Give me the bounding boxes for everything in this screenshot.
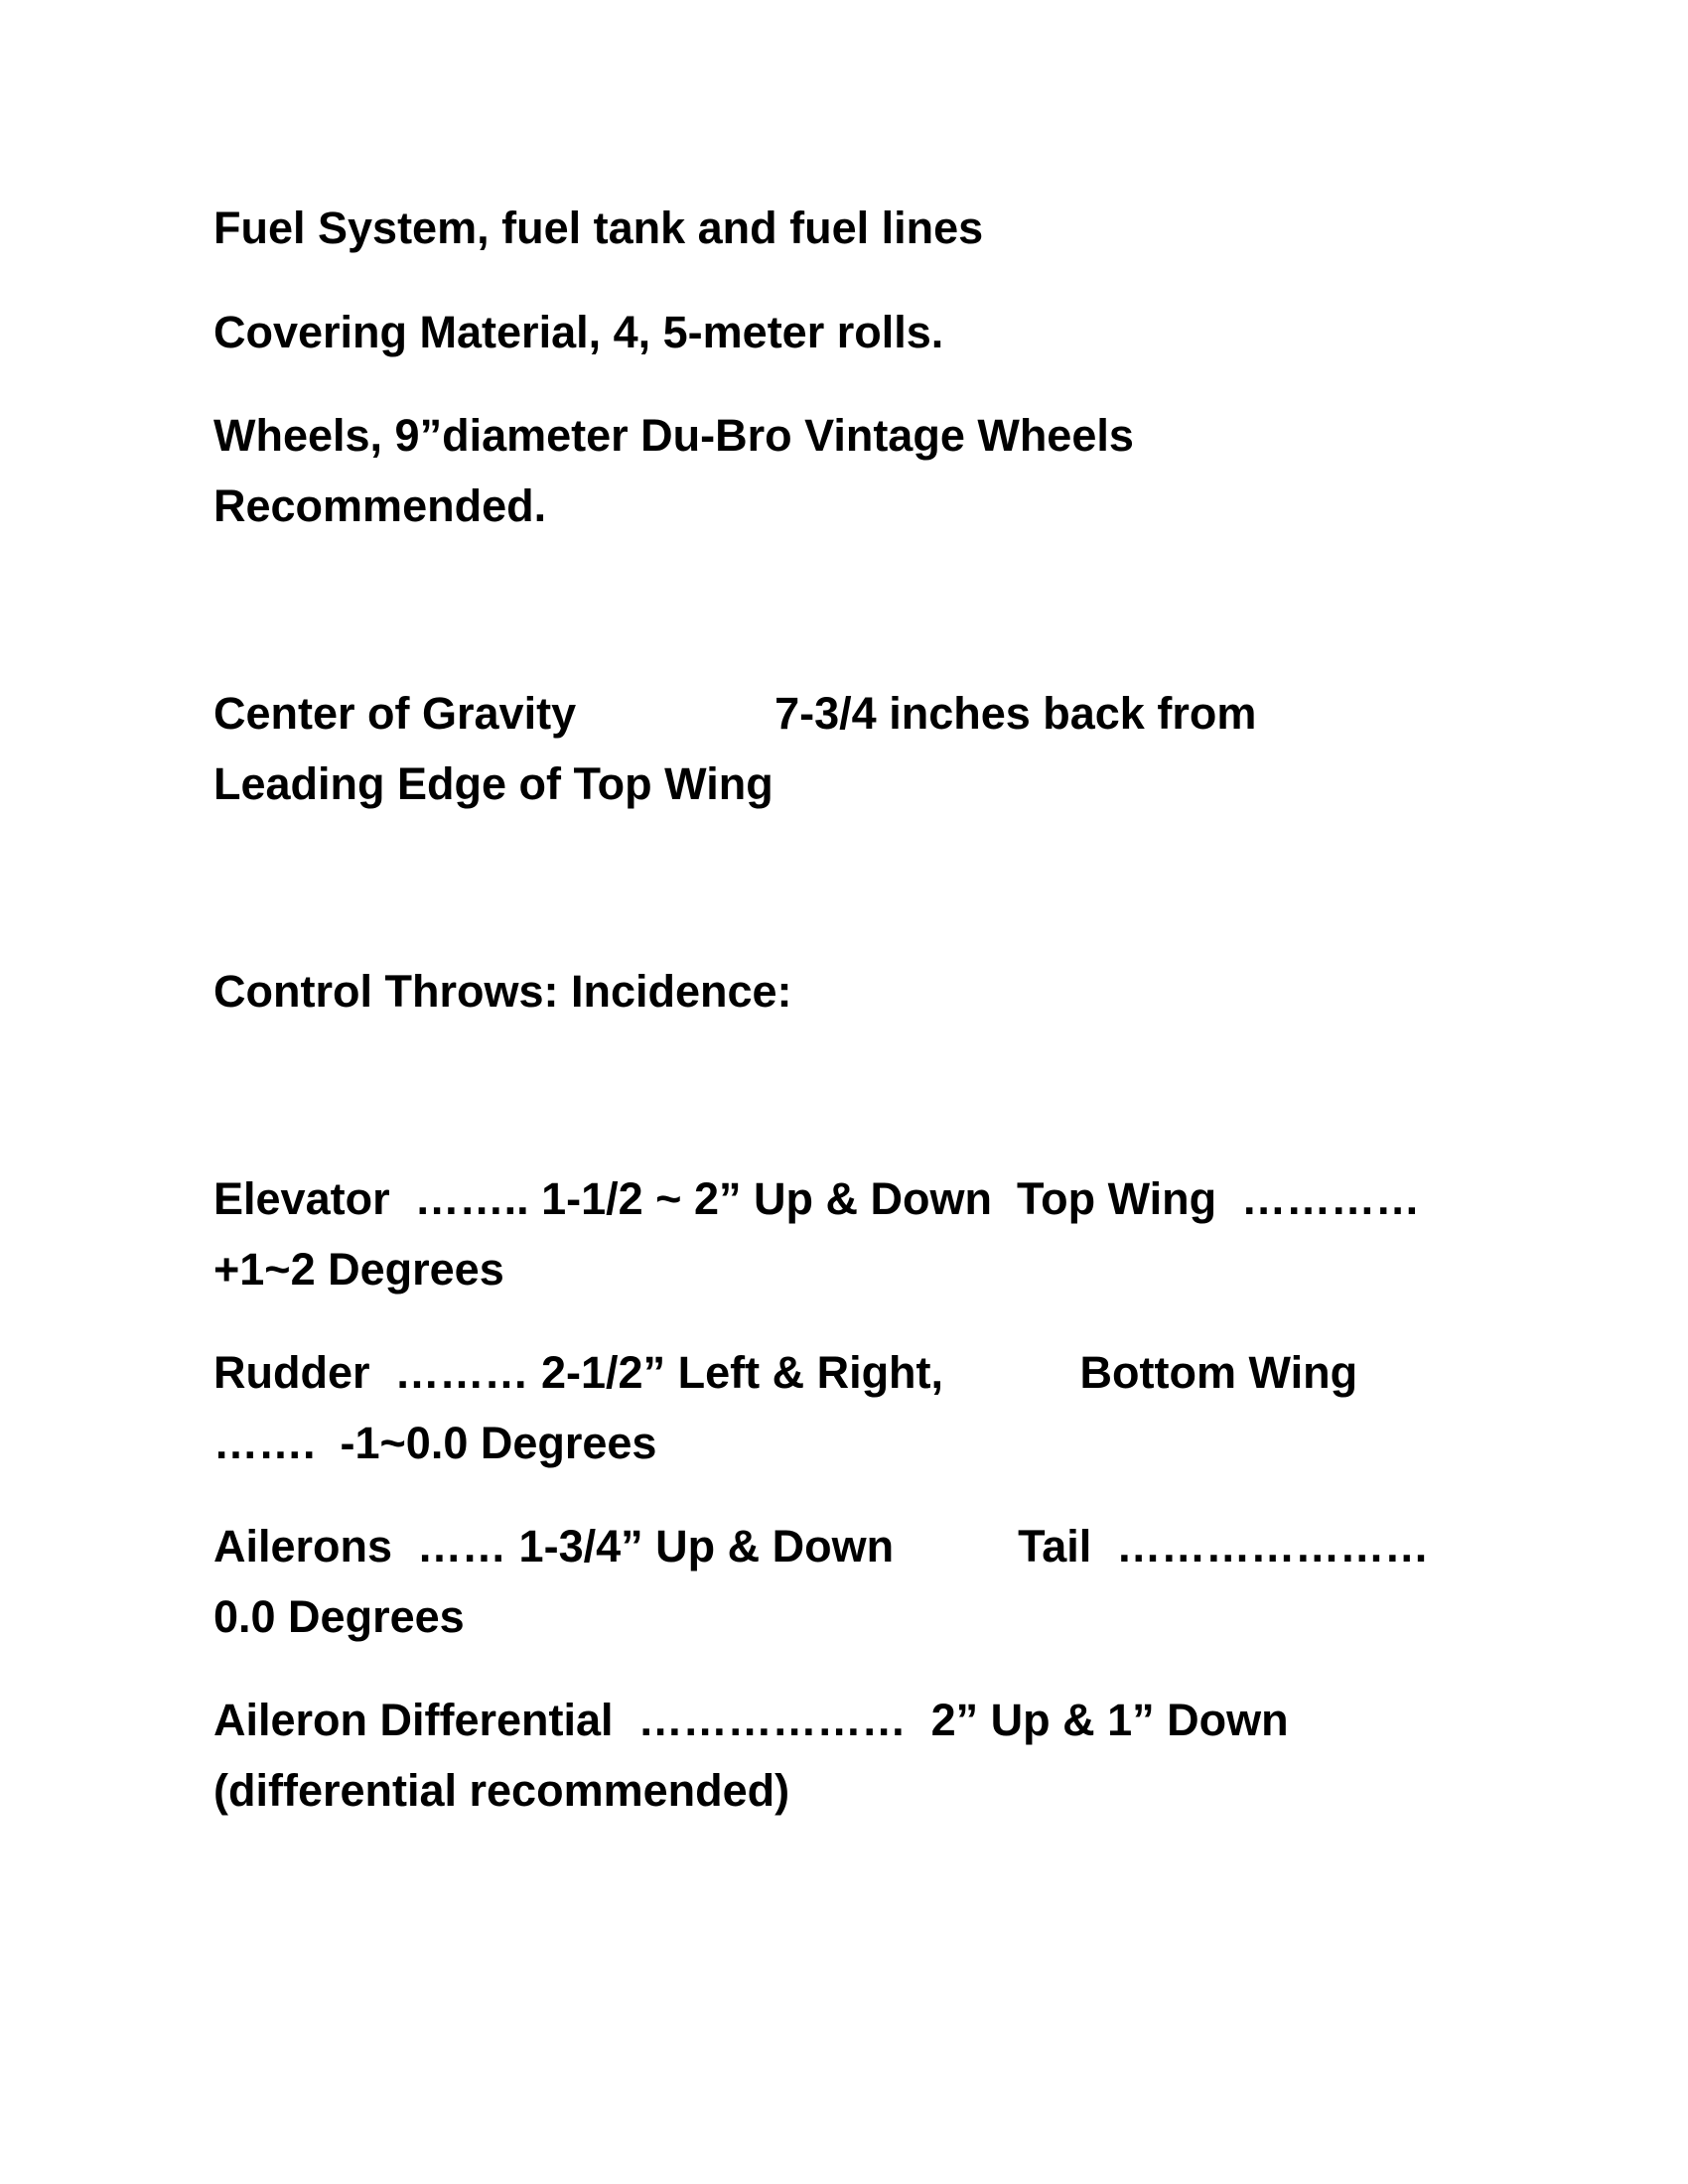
wheels-text-line2: Recommended. — [213, 480, 547, 531]
aileron-differential-line2: (differential recommended) — [213, 1765, 790, 1816]
rudder-throw-line2: ……. -1~0.0 Degrees — [213, 1418, 657, 1468]
rudder-throw-line1: Rudder ……… 2-1/2” Left & Right, Bottom Wing — [213, 1347, 1358, 1398]
wheels-text-line1: Wheels, 9”diameter Du-Bro Vintage Wheels — [213, 410, 1134, 461]
ailerons-throw-line2: 0.0 Degrees — [213, 1591, 465, 1642]
fuel-system-text: Fuel System, fuel tank and fuel lines — [213, 203, 984, 253]
center-of-gravity-line1: Center of Gravity 7-3/4 inches back from — [213, 688, 1257, 739]
control-throws-heading: Control Throws: Incidence: — [213, 966, 792, 1017]
elevator-throw-line1: Elevator …….. 1-1/2 ~ 2” Up & Down Top Wing ………… — [213, 1173, 1421, 1224]
center-of-gravity-line2: Leading Edge of Top Wing — [213, 758, 774, 809]
covering-material-text: Covering Material, 4, 5-meter rolls. — [213, 307, 944, 357]
aileron-differential-line1: Aileron Differential ……………… 2” Up & 1” Down — [213, 1695, 1289, 1745]
ailerons-throw-line1: Ailerons …… 1-3/4” Up & Down Tail ………………… — [213, 1521, 1430, 1571]
elevator-throw-line2: +1~2 Degrees — [213, 1244, 504, 1295]
